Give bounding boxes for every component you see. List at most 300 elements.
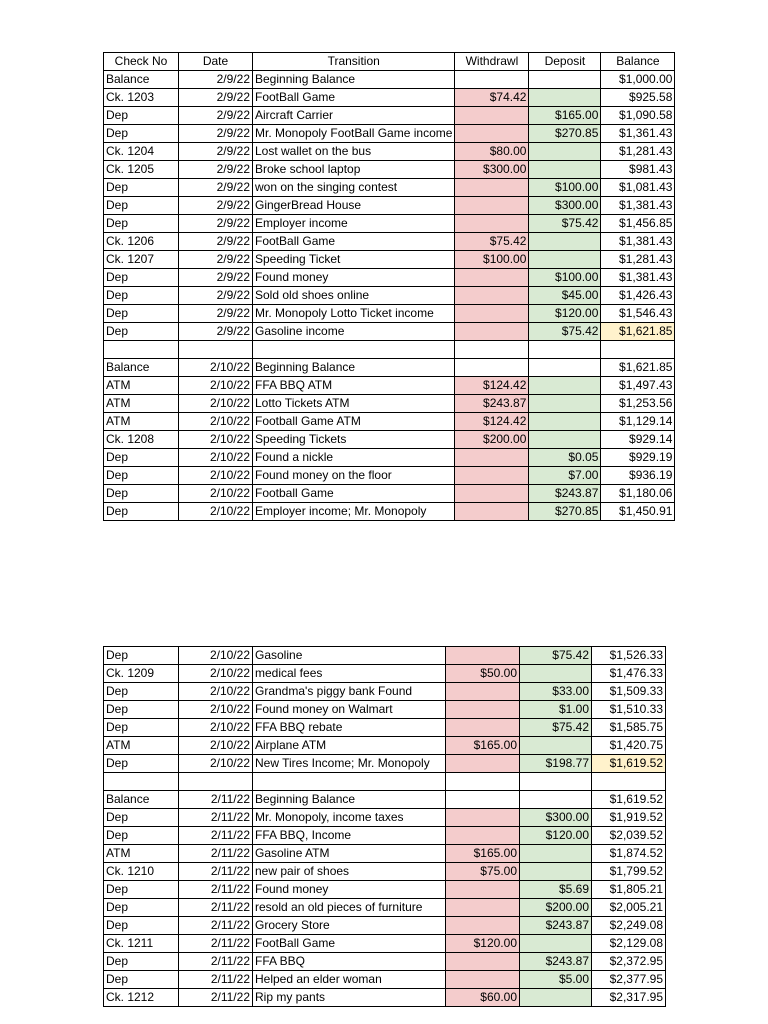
date-cell: 2/10/22 — [179, 412, 253, 430]
balance-cell: $1,253.56 — [601, 394, 675, 412]
check-no-cell: Dep — [104, 448, 179, 466]
balance-cell: $1,281.43 — [601, 251, 675, 269]
transition-cell — [253, 826, 446, 844]
ledger-body-bottom — [104, 647, 666, 1007]
deposit-cell — [529, 251, 601, 269]
date-cell: 2/9/22 — [179, 179, 253, 197]
table-row — [104, 323, 675, 341]
transition-cell — [253, 161, 455, 179]
balance-cell: $1,420.75 — [592, 737, 666, 755]
withdrawl-cell — [446, 952, 520, 970]
deposit-cell: $75.42 — [520, 647, 592, 665]
deposit-cell — [520, 665, 592, 683]
table-row — [104, 430, 675, 448]
date-cell: 2/11/22 — [179, 880, 253, 898]
transition-cell — [253, 215, 455, 233]
header-deposit: Deposit — [529, 53, 601, 71]
transition-text: FFA BBQ rebate — [255, 720, 343, 734]
table-row — [104, 394, 675, 412]
transition-text: Employer income — [255, 216, 348, 230]
transition-text: FFA BBQ — [255, 953, 306, 968]
transition-cell — [253, 179, 455, 197]
date-cell: 2/10/22 — [179, 502, 253, 520]
withdrawl-cell — [446, 701, 520, 719]
deposit-cell: $1.00 — [520, 701, 592, 719]
withdrawl-cell: $243.87 — [455, 394, 529, 412]
date-cell: 2/9/22 — [179, 269, 253, 287]
deposit-cell — [529, 71, 601, 89]
check-no-cell: Dep — [104, 215, 179, 233]
balance-cell: $1,621.85 — [601, 358, 675, 376]
deposit-cell: $198.77 — [520, 755, 592, 773]
table-row — [104, 197, 675, 215]
withdrawl-cell — [455, 179, 529, 197]
transition-cell — [253, 934, 446, 952]
withdrawl-cell: $300.00 — [455, 161, 529, 179]
check-no-cell: Dep — [104, 323, 179, 341]
transition-cell — [253, 988, 446, 1006]
date-cell: 2/9/22 — [179, 323, 253, 341]
check-no-cell: Ck. 1205 — [104, 161, 179, 179]
date-cell: 2/10/22 — [179, 701, 253, 719]
balance-cell: $2,249.08 — [592, 916, 666, 934]
withdrawl-cell — [455, 125, 529, 143]
balance-cell: $981.43 — [601, 161, 675, 179]
header-row — [104, 53, 675, 71]
balance-cell: $1,381.43 — [601, 269, 675, 287]
deposit-cell — [529, 394, 601, 412]
withdrawl-cell: $80.00 — [455, 143, 529, 161]
date-cell: 2/9/22 — [179, 161, 253, 179]
check-no-cell: Ck. 1208 — [104, 430, 179, 448]
balance-cell: $936.19 — [601, 466, 675, 484]
balance-cell: $1,509.33 — [592, 683, 666, 701]
deposit-cell — [529, 89, 601, 107]
transition-cell — [253, 862, 446, 880]
withdrawl-cell — [446, 808, 520, 826]
transition-cell — [253, 107, 455, 125]
table-row — [104, 448, 675, 466]
check-no-cell: Dep — [104, 107, 179, 125]
header-transition: Transition — [253, 53, 455, 71]
check-no-cell: Dep — [104, 305, 179, 323]
transition-cell — [253, 970, 446, 988]
transition-text: Sold old shoes online — [255, 288, 370, 302]
check-no-cell: Dep — [104, 808, 179, 826]
transition-text: Grocery Store — [255, 917, 330, 932]
balance-cell: $2,372.95 — [592, 952, 666, 970]
transition-text: Found money on the floor — [255, 467, 392, 482]
transition-cell — [253, 647, 446, 665]
transition-text: Found money on Walmart — [255, 702, 393, 716]
header-withdrawl: Withdrawl — [455, 53, 529, 71]
transition-text: Employer income; Mr. Monopoly — [255, 503, 427, 518]
balance-cell: $929.19 — [601, 448, 675, 466]
withdrawl-cell — [446, 970, 520, 988]
empty-cell — [592, 773, 666, 791]
withdrawl-cell: $200.00 — [455, 430, 529, 448]
withdrawl-cell — [446, 647, 520, 665]
check-no-cell: Dep — [104, 898, 179, 916]
empty-cell — [601, 341, 675, 359]
transition-cell — [253, 376, 455, 394]
balance-cell: $1,090.58 — [601, 107, 675, 125]
table-row — [104, 466, 675, 484]
balance-cell: $925.58 — [601, 89, 675, 107]
check-no-cell: Dep — [104, 970, 179, 988]
header-date: Date — [179, 53, 253, 71]
check-no-cell: Dep — [104, 502, 179, 520]
empty-cell — [253, 341, 455, 359]
deposit-cell: $75.42 — [529, 323, 601, 341]
table-row — [104, 808, 666, 826]
withdrawl-cell — [455, 71, 529, 89]
table-row — [104, 737, 666, 755]
withdrawl-cell — [455, 466, 529, 484]
balance-cell: $1,129.14 — [601, 412, 675, 430]
table-row — [104, 215, 675, 233]
date-cell: 2/9/22 — [179, 71, 253, 89]
check-no-cell: Dep — [104, 701, 179, 719]
date-cell: 2/10/22 — [179, 719, 253, 737]
deposit-cell — [520, 737, 592, 755]
balance-cell: $1,526.33 — [592, 647, 666, 665]
check-no-cell: Ck. 1211 — [104, 934, 179, 952]
transition-text: FootBall Game — [255, 90, 336, 104]
withdrawl-cell: $100.00 — [455, 251, 529, 269]
table-row — [104, 502, 675, 520]
check-no-cell: Ck. 1212 — [104, 988, 179, 1006]
transition-text: GingerBread House — [255, 198, 362, 212]
date-cell: 2/11/22 — [179, 898, 253, 916]
withdrawl-cell — [446, 880, 520, 898]
table-row — [104, 916, 666, 934]
date-cell: 2/10/22 — [179, 394, 253, 412]
deposit-cell — [529, 358, 601, 376]
withdrawl-cell — [446, 755, 520, 773]
transition-text: medical fees — [255, 666, 323, 680]
deposit-cell — [529, 143, 601, 161]
deposit-cell: $75.42 — [520, 719, 592, 737]
empty-cell — [104, 341, 179, 359]
table-row — [104, 89, 675, 107]
deposit-cell: $7.00 — [529, 466, 601, 484]
check-no-cell: ATM — [104, 412, 179, 430]
balance-cell: $1,546.43 — [601, 305, 675, 323]
table-row — [104, 683, 666, 701]
deposit-cell — [529, 376, 601, 394]
date-cell: 2/11/22 — [179, 862, 253, 880]
date-cell: 2/11/22 — [179, 916, 253, 934]
table-row — [104, 880, 666, 898]
withdrawl-cell — [446, 790, 520, 808]
date-cell: 2/9/22 — [179, 305, 253, 323]
date-cell: 2/9/22 — [179, 197, 253, 215]
withdrawl-cell: $165.00 — [446, 844, 520, 862]
table-row — [104, 844, 666, 862]
transition-text: Gasoline ATM — [255, 845, 330, 860]
transition-cell — [253, 916, 446, 934]
transition-cell — [253, 701, 446, 719]
balance-cell: $1,426.43 — [601, 287, 675, 305]
transition-cell — [253, 484, 455, 502]
check-no-cell: Dep — [104, 179, 179, 197]
deposit-cell: $243.87 — [529, 484, 601, 502]
table-row — [104, 358, 675, 376]
balance-cell: $2,317.95 — [592, 988, 666, 1006]
withdrawl-cell — [446, 898, 520, 916]
transition-text: Football Game — [255, 485, 334, 500]
date-cell: 2/10/22 — [179, 358, 253, 376]
transition-cell — [253, 430, 455, 448]
balance-cell: $1,510.33 — [592, 701, 666, 719]
transition-text: FootBall Game — [255, 935, 336, 950]
transition-cell — [253, 233, 455, 251]
deposit-cell — [529, 233, 601, 251]
transition-cell — [253, 394, 455, 412]
date-cell: 2/11/22 — [179, 790, 253, 808]
deposit-cell: $300.00 — [529, 197, 601, 215]
transition-cell — [253, 358, 455, 376]
table-row — [104, 251, 675, 269]
transition-cell — [253, 125, 455, 143]
transition-text: Mr. Monopoly Lotto Ticket income — [255, 306, 434, 320]
transition-text: Found money — [255, 270, 329, 284]
transition-text: Broke school laptop — [255, 162, 361, 176]
table-row — [104, 305, 675, 323]
table-row — [104, 484, 675, 502]
transition-cell — [253, 251, 455, 269]
check-no-cell: Dep — [104, 269, 179, 287]
check-no-cell: Balance — [104, 358, 179, 376]
deposit-cell — [520, 934, 592, 952]
withdrawl-cell — [446, 683, 520, 701]
deposit-cell: $100.00 — [529, 179, 601, 197]
balance-cell: $1,281.43 — [601, 143, 675, 161]
table-row — [104, 755, 666, 773]
deposit-cell — [520, 862, 592, 880]
table-row — [104, 412, 675, 430]
table-row — [104, 233, 675, 251]
transition-cell — [253, 412, 455, 430]
balance-cell: $2,377.95 — [592, 970, 666, 988]
date-cell: 2/10/22 — [179, 376, 253, 394]
deposit-cell — [529, 161, 601, 179]
transition-cell — [253, 880, 446, 898]
transition-text: Speeding Ticket — [255, 252, 341, 266]
transition-text: FFA BBQ, Income — [255, 827, 352, 842]
transition-cell — [253, 790, 446, 808]
check-no-cell: ATM — [104, 376, 179, 394]
transition-text: FFA BBQ ATM — [255, 377, 333, 392]
empty-cell — [529, 341, 601, 359]
transition-cell — [253, 719, 446, 737]
withdrawl-cell — [455, 448, 529, 466]
withdrawl-cell — [455, 305, 529, 323]
check-no-cell: Dep — [104, 916, 179, 934]
transition-cell — [253, 287, 455, 305]
deposit-cell: $0.05 — [529, 448, 601, 466]
withdrawl-cell — [455, 358, 529, 376]
balance-cell: $1,919.52 — [592, 808, 666, 826]
date-cell: 2/9/22 — [179, 107, 253, 125]
transition-cell — [253, 71, 455, 89]
transition-cell — [253, 808, 446, 826]
deposit-cell: $45.00 — [529, 287, 601, 305]
balance-cell: $1,619.52 — [592, 790, 666, 808]
table-row — [104, 826, 666, 844]
withdrawl-cell — [455, 323, 529, 341]
table-row — [104, 125, 675, 143]
transition-text: Aircraft Carrier — [255, 108, 334, 122]
transition-cell — [253, 502, 455, 520]
withdrawl-cell — [446, 719, 520, 737]
withdrawl-cell — [455, 197, 529, 215]
transition-cell — [253, 143, 455, 161]
transition-text: FootBall Game — [255, 234, 336, 248]
balance-cell: $1,456.85 — [601, 215, 675, 233]
withdrawl-cell: $74.42 — [455, 89, 529, 107]
date-cell: 2/10/22 — [179, 647, 253, 665]
ledger-table-top — [103, 52, 675, 521]
deposit-cell — [520, 790, 592, 808]
check-no-cell: ATM — [104, 844, 179, 862]
date-cell: 2/11/22 — [179, 934, 253, 952]
check-no-cell: ATM — [104, 737, 179, 755]
withdrawl-cell — [455, 484, 529, 502]
balance-cell: $1,585.75 — [592, 719, 666, 737]
table-row — [104, 71, 675, 89]
transition-cell — [253, 305, 455, 323]
balance-cell: $1,081.43 — [601, 179, 675, 197]
check-no-cell: Ck. 1203 — [104, 89, 179, 107]
deposit-cell: $300.00 — [520, 808, 592, 826]
withdrawl-cell: $165.00 — [446, 737, 520, 755]
deposit-cell — [529, 412, 601, 430]
transition-text: Airplane ATM — [255, 738, 327, 752]
deposit-cell: $5.00 — [520, 970, 592, 988]
date-cell: 2/10/22 — [179, 665, 253, 683]
transition-cell — [253, 197, 455, 215]
check-no-cell: Dep — [104, 880, 179, 898]
check-no-cell: Dep — [104, 826, 179, 844]
transition-text: new pair of shoes — [255, 863, 350, 878]
deposit-cell: $243.87 — [520, 916, 592, 934]
table-row — [104, 143, 675, 161]
deposit-cell: $5.69 — [520, 880, 592, 898]
table-row — [104, 701, 666, 719]
transition-cell — [253, 952, 446, 970]
deposit-cell: $165.00 — [529, 107, 601, 125]
balance-cell: $1,874.52 — [592, 844, 666, 862]
withdrawl-cell — [446, 826, 520, 844]
withdrawl-cell: $124.42 — [455, 376, 529, 394]
date-cell: 2/10/22 — [179, 737, 253, 755]
empty-cell — [253, 773, 446, 791]
date-cell: 2/10/22 — [179, 755, 253, 773]
table-row — [104, 970, 666, 988]
withdrawl-cell: $60.00 — [446, 988, 520, 1006]
transition-text: Beginning Balance — [255, 791, 356, 806]
withdrawl-cell — [455, 269, 529, 287]
transition-text: Grandma's piggy bank Found — [255, 684, 413, 698]
transition-text: Found money — [255, 881, 329, 896]
table-row — [104, 988, 666, 1006]
date-cell: 2/9/22 — [179, 143, 253, 161]
balance-cell: $1,619.52 — [592, 755, 666, 773]
empty-cell — [179, 773, 253, 791]
check-no-cell: Balance — [104, 71, 179, 89]
table-row — [104, 862, 666, 880]
transition-cell — [253, 89, 455, 107]
transition-cell — [253, 665, 446, 683]
transition-cell — [253, 448, 455, 466]
deposit-cell — [520, 988, 592, 1006]
check-no-cell: Dep — [104, 719, 179, 737]
empty-cell — [446, 773, 520, 791]
table-row — [104, 179, 675, 197]
check-no-cell: Balance — [104, 790, 179, 808]
transition-cell — [253, 844, 446, 862]
blank-row — [104, 341, 675, 359]
table-row — [104, 665, 666, 683]
transition-cell — [253, 898, 446, 916]
table-row — [104, 790, 666, 808]
withdrawl-cell: $75.42 — [455, 233, 529, 251]
transition-text: Mr. Monopoly FootBall Game income — [255, 126, 453, 140]
balance-cell: $1,805.21 — [592, 880, 666, 898]
balance-cell: $2,005.21 — [592, 898, 666, 916]
transition-text: Mr. Monopoly, income taxes — [255, 809, 404, 824]
table-row — [104, 376, 675, 394]
date-cell: 2/11/22 — [179, 844, 253, 862]
check-no-cell: Dep — [104, 466, 179, 484]
deposit-cell — [529, 430, 601, 448]
balance-cell: $2,129.08 — [592, 934, 666, 952]
balance-cell: $1,799.52 — [592, 862, 666, 880]
check-no-cell: Dep — [104, 647, 179, 665]
check-no-cell: Ck. 1207 — [104, 251, 179, 269]
date-cell: 2/9/22 — [179, 233, 253, 251]
balance-cell: $1,381.43 — [601, 233, 675, 251]
transition-cell — [253, 737, 446, 755]
deposit-cell: $243.87 — [520, 952, 592, 970]
table-row — [104, 719, 666, 737]
check-no-cell: Dep — [104, 755, 179, 773]
balance-cell: $1,361.43 — [601, 125, 675, 143]
table-row — [104, 107, 675, 125]
transition-text: Helped an elder woman — [255, 971, 382, 986]
check-no-cell: Ck. 1206 — [104, 233, 179, 251]
ledger-table-bottom — [103, 646, 666, 1007]
balance-cell: $1,381.43 — [601, 197, 675, 215]
deposit-cell: $270.85 — [529, 502, 601, 520]
date-cell: 2/11/22 — [179, 970, 253, 988]
balance-cell: $1,476.33 — [592, 665, 666, 683]
check-no-cell: Ck. 1204 — [104, 143, 179, 161]
transition-text: New Tires Income; Mr. Monopoly — [255, 756, 430, 770]
date-cell: 2/9/22 — [179, 89, 253, 107]
blank-row — [104, 773, 666, 791]
header-check-no: Check No — [104, 53, 179, 71]
withdrawl-cell: $120.00 — [446, 934, 520, 952]
check-no-cell: Dep — [104, 683, 179, 701]
date-cell: 2/9/22 — [179, 125, 253, 143]
date-cell: 2/11/22 — [179, 988, 253, 1006]
transition-text: won on the singing contest — [255, 180, 398, 194]
empty-cell — [104, 773, 179, 791]
transition-text: resold an old pieces of furniture — [255, 899, 423, 914]
